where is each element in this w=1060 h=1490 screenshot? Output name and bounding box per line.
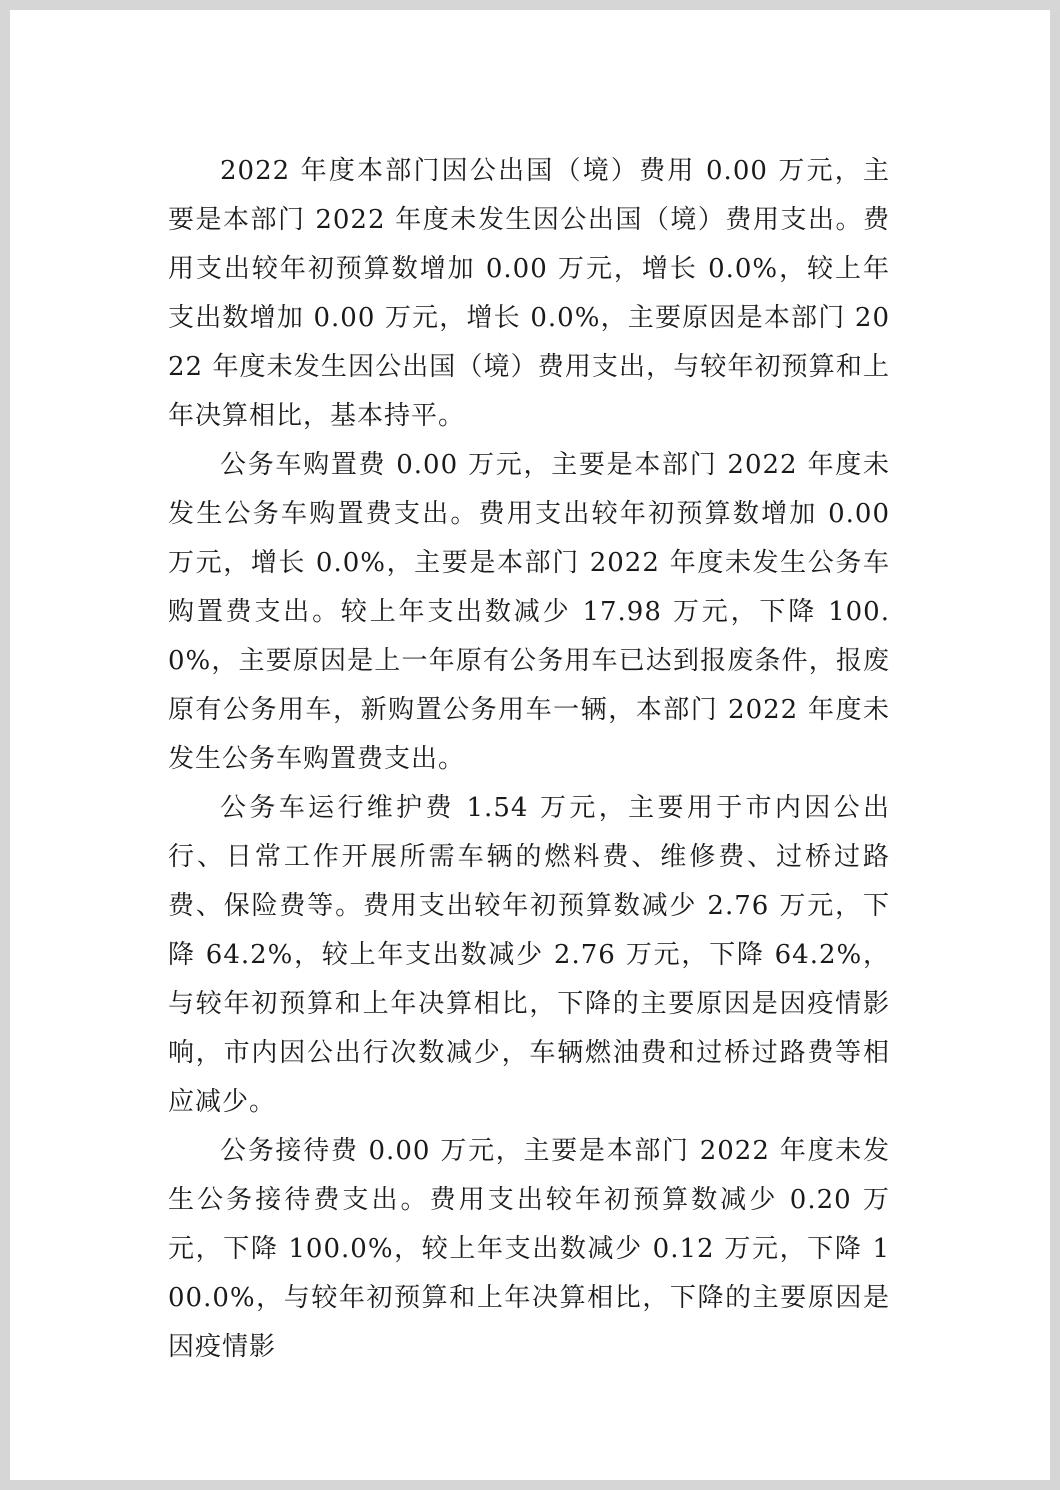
document-body <box>168 147 890 1372</box>
paragraph-vehicle-purchase-expense: 公务车购置费 0.00 万元，主要是本部门 2022 年度未发生公务车购置费支出。费用支出较年初预算数增加 0.00 万元，增长 0.0%，主要是本部门 2022 年度未发生公务车购置费支出。较上年支出数减少 17.98 万元，下降 100.0%，主要原因是上一年原有公务用车已达到报废条件，报废原有公务用车，新购置公务用车一辆，本部门 2022 年度未发生公务车购置费支出。 <box>168 450 890 774</box>
paragraph-vehicle-maintenance-expense: 公务车运行维护费 1.54 万元，主要用于市内因公出行、日常工作开展所需车辆的燃料费、维修费、过桥过路费、保险费等。费用支出较年初预算数减少 2.76 万元，下降 64.2%，较上年支出数减少 2.76 万元，下降 64.2%，与较年初预算和上年决算相比，下降的主要原因是因疫情影响，市内因公出行次数减少，车辆燃油费和过桥过路费等相应减少。 <box>168 793 890 1117</box>
document-page <box>10 10 1050 1480</box>
paragraph-reception-expense: 公务接待费 0.00 万元，主要是本部门 2022 年度未发生公务接待费支出。费用支出较年初预算数减少 0.20 万元，下降 100.0%，较上年支出数减少 0.12 万元，下降 100.0%，与较年初预算和上年决算相比，下降的主要原因是因疫情影 <box>168 1136 890 1362</box>
paragraph-overseas-travel-expense: 2022 年度本部门因公出国（境）费用 0.00 万元，主要是本部门 2022 年度未发生因公出国（境）费用支出。费用支出较年初预算数增加 0.00 万元，增长 0.0%，较上年支出数增加 0.00 万元，增长 0.0%，主要原因是本部门 2022 年度未发生因公出国（境）费用支出，与较年初预算和上年决算相比，基本持平。 <box>168 156 890 431</box>
